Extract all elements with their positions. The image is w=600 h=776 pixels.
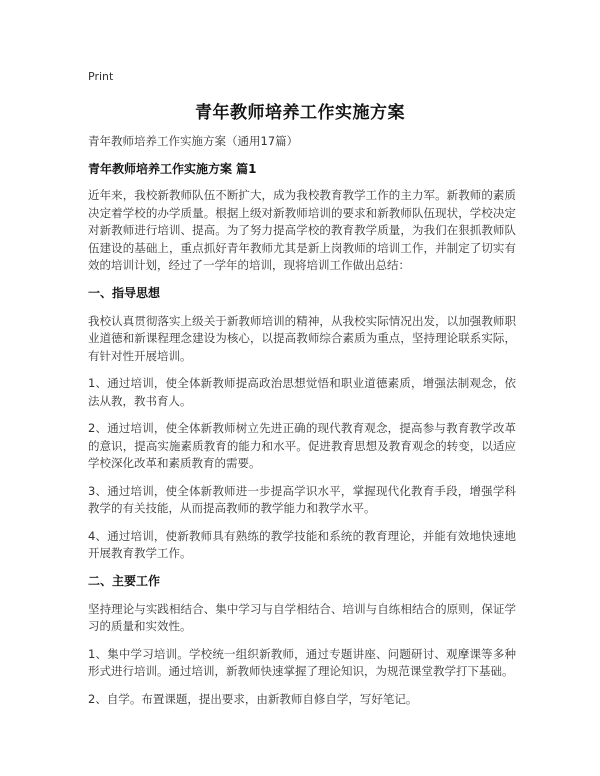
chapter-title: 青年教师培养工作实施方案 篇1	[88, 162, 257, 176]
print-link[interactable]: Print	[88, 70, 114, 83]
section1-paragraph: 4、通过培训，使新教师具有熟练的教学技能和系统的教育理论，并能有效地快速地开展教育教学工作。	[88, 528, 516, 560]
section1-paragraph: 2、通过培训，使全体新教师树立先进正确的现代教育观念，提高参与教育教学改革的意识，提高实施素质教育的能力和水平。促进教育思想及教育观念的转变，以适应学校深化改革和素质教育的需要。	[88, 421, 516, 470]
section-heading-main-work: 二、主要工作	[88, 573, 161, 588]
section-heading-guiding-ideology: 一、指导思想	[88, 285, 161, 300]
intro-paragraph: 近年来，我校新教师队伍不断扩大，成为我校教育教学工作的主力军。新教师的素质决定着学校的办学质量。根据上级对新教师培训的要求和新教师队伍现状，学校决定对新教师进行培训、提高。为了努力提高学校的教育教学质量，为我们在狠抓教师队伍建设的基础上，重点抓好青年教师尤其是新上岗教师的培训工作，并制定了切实有效的培训计划，经过了一学年的培训，现将培训工作做出总结：	[88, 188, 516, 272]
document-subtitle: 青年教师培养工作实施方案（通用17篇）	[88, 134, 299, 148]
section2-paragraph: 1、集中学习培训。学校统一组织新教师，通过专题讲座、问题研讨、观摩课等多种形式进行培训。通过培训，新教师快速掌握了理论知识，为规范课堂教学打下基础。	[88, 646, 516, 678]
document-body	[88, 133, 516, 718]
section1-paragraph: 3、通过培训，使全体新教师进一步提高学识水平，掌握现代化教育手段，增强学科教学的有关技能，从而提高教师的教学能力和教学水平。	[88, 483, 516, 515]
section2-paragraph: 2、自学。布置课题，提出要求，由新教师自修自学，写好笔记。	[88, 691, 418, 706]
section1-paragraph: 1、通过培训，使全体新教师提高政治思想觉悟和职业道德素质，增强法制观念，依法从教，教书育人。	[88, 376, 516, 408]
section2-paragraph: 坚持理论与实践相结合、集中学习与自学相结合、培训与自练相结合的原则，保证学习的质量和实效性。	[88, 601, 516, 633]
section1-paragraph: 我校认真贯彻落实上级关于新教师培训的精神，从我校实际情况出发，以加强教师职业道德和新课程理念建设为核心，以提高教师综合素质为重点，坚持理论联系实际，有针对性开展培训。	[88, 313, 516, 363]
page-title: 青年教师培养工作实施方案	[195, 103, 405, 123]
